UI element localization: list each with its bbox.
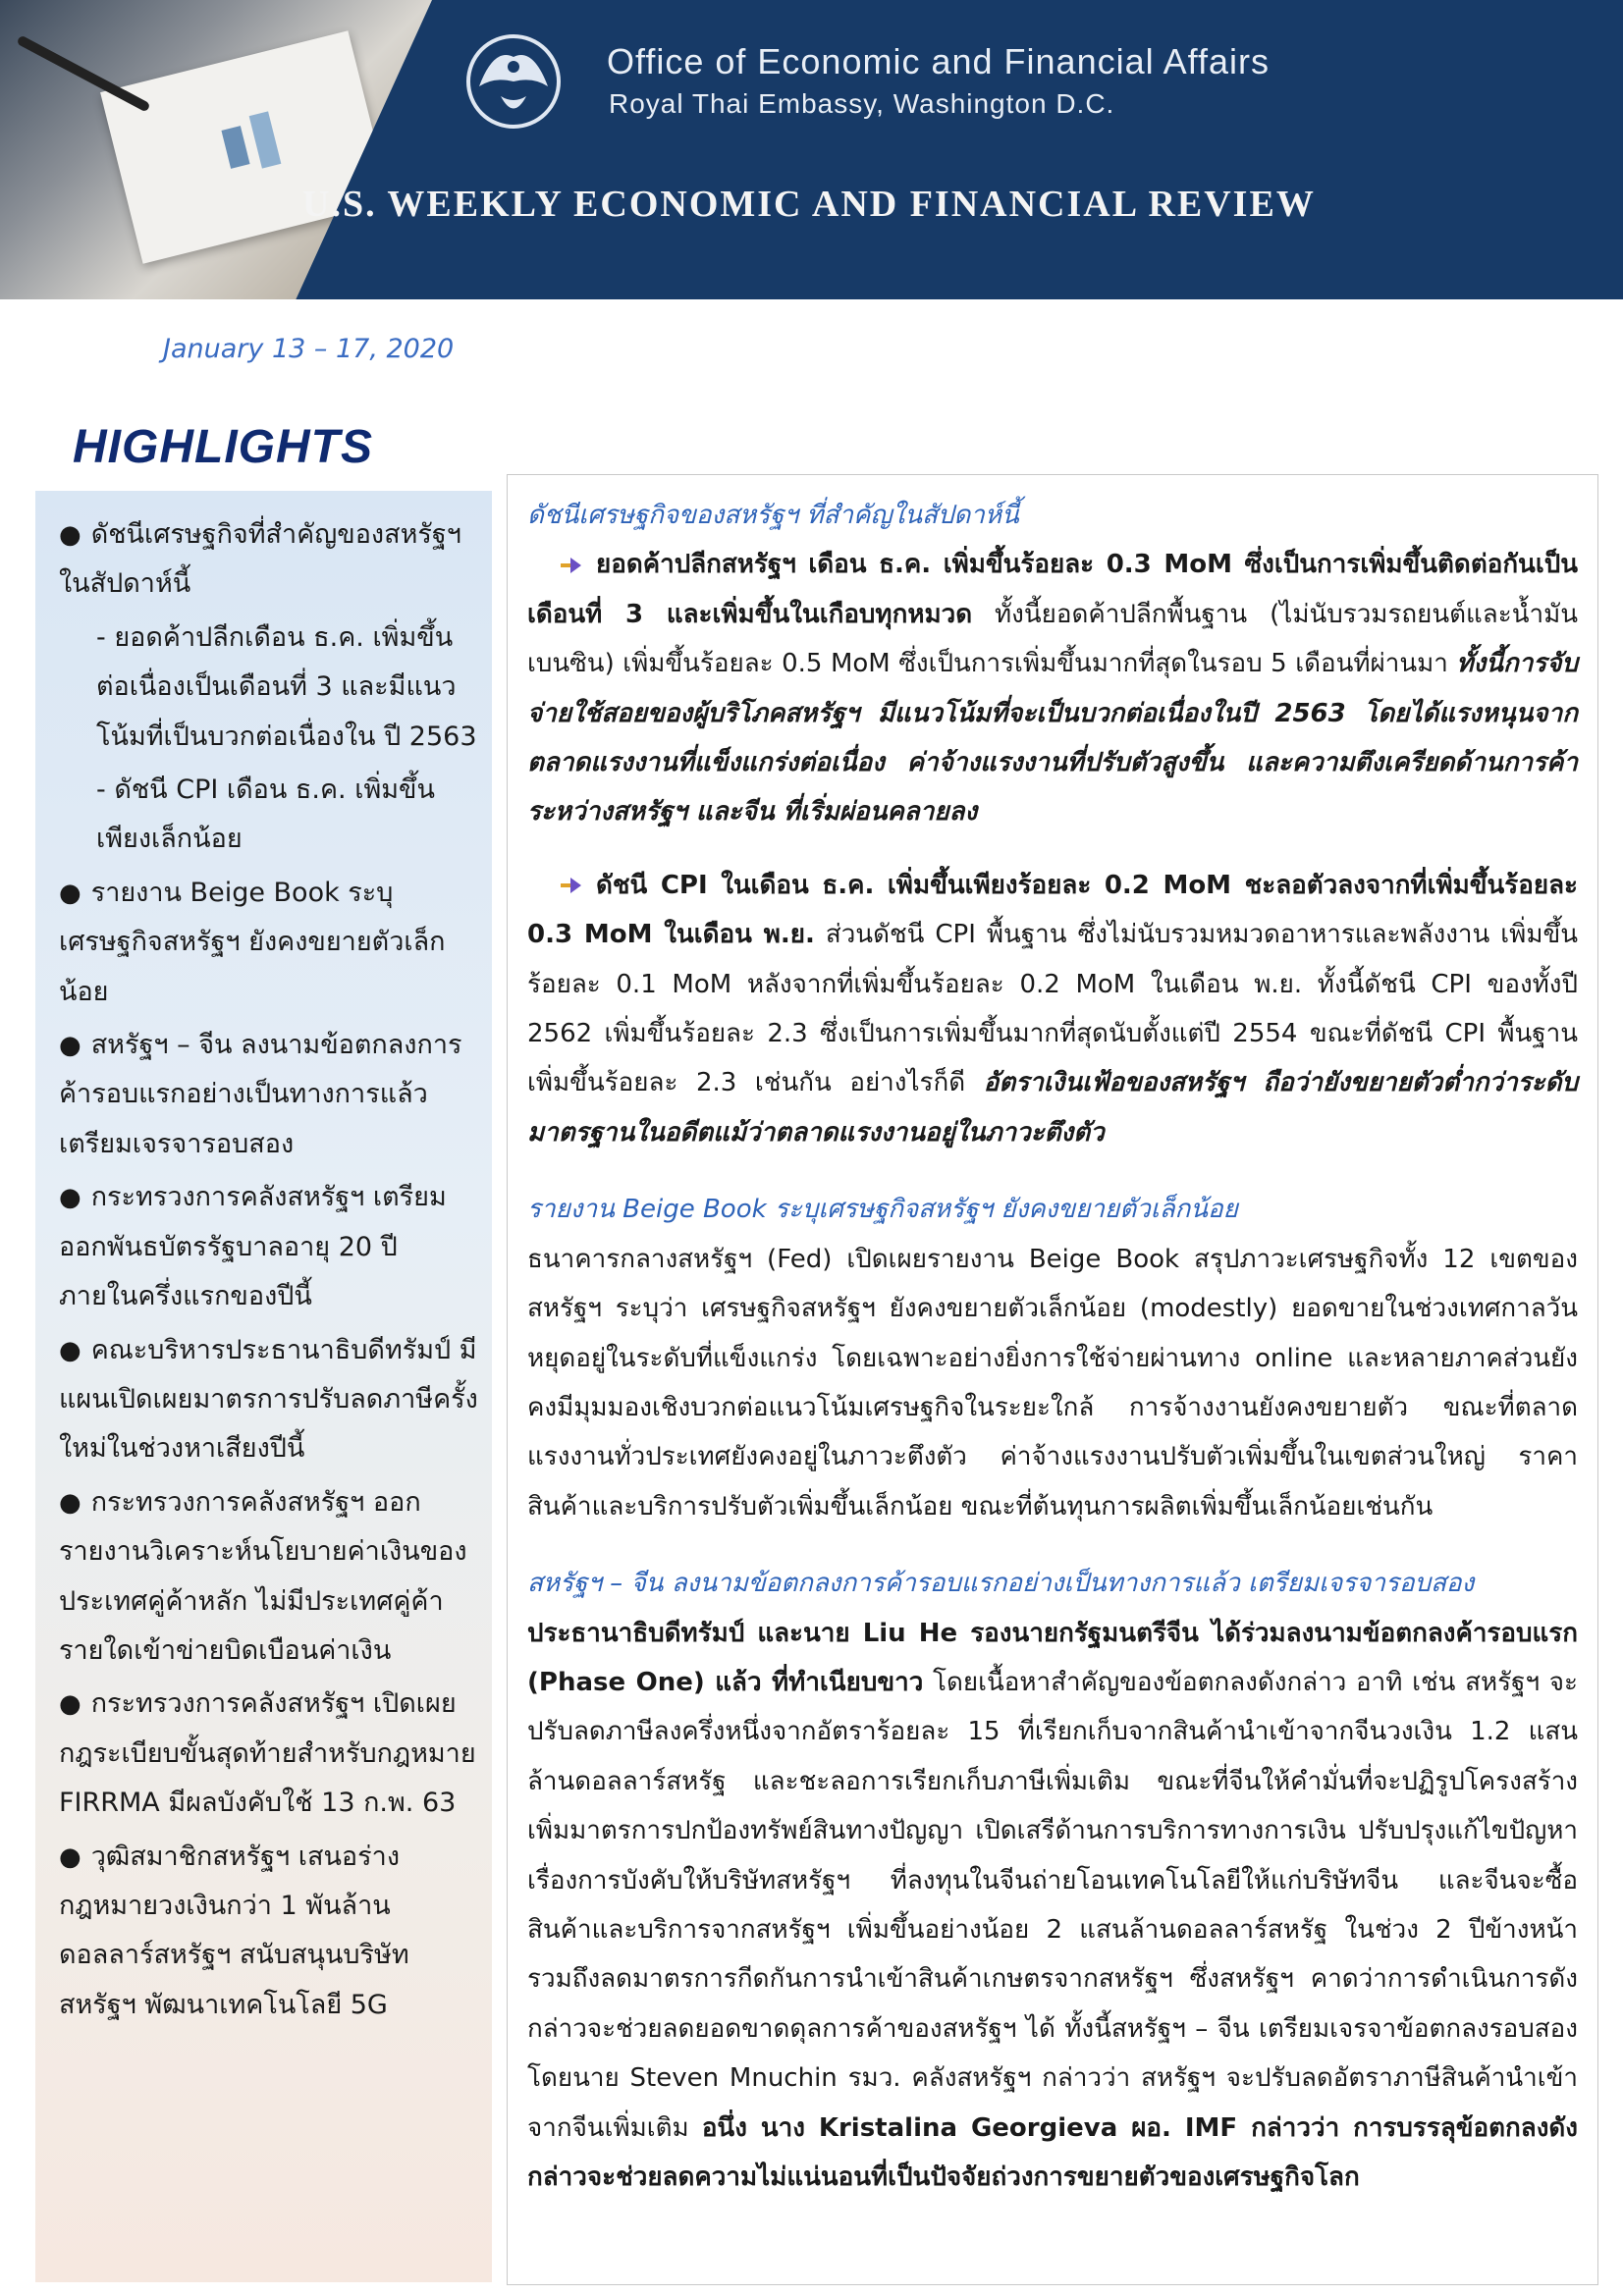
- section-title-beige: รายงาน Beige Book ระบุเศรษฐกิจสหรัฐฯ ยังคงขยายตัวเล็กน้อย: [527, 1195, 1238, 1225]
- garuda-seal-icon: [450, 27, 577, 135]
- review-title: U.S. WEEKLY ECONOMIC AND FINANCIAL REVIEW: [302, 184, 1316, 225]
- header-banner: [0, 0, 1623, 299]
- trade-paragraph: ประธานาธิบดีทรัมป์ และนาย Liu He รองนายกรัฐมนตรีจีน ได้ร่วมลงนามข้อตกลงค้ารอบแรก (Phase One) แล้ว ที่ทำเนียบขาว โดยเนื้อหาสำคัญของข้อตกลงดังกล่าว อาทิ เช่น สหรัฐฯ จะปรับลดภาษีลงครึ่งหนึ่งจากอัตราร้อยละ 15 ที่เรียกเก็บจากสินค้านำเข้าจากจีนวงเงิน 1.2 แสนล้านดอลลาร์สหรัฐ และชะลอการเรียกเก็บภาษีเพิ่มเติม ขณะที่จีนให้คำมั่นที่จะปฏิรูปโครงสร้าง เพิ่มมาตรการปกป้องทรัพย์สินทางปัญญา เปิดเสรีด้านการบริการทางการเงิน ปรับปรุงแก้ไขปัญหาเรื่องการบังคับให้บริษัทสหรัฐฯ ที่ลงทุนในจีนถ่ายโอนเทคโนโลยีให้แก่บริษัทจีน และจีนจะซื้อสินค้าและบริการจากสหรัฐฯ เพิ่มขึ้นอย่างน้อย 2 แสนล้านดอลลาร์สหรัฐ ในช่วง 2 ปีข้างหน้า รวมถึงลดมาตรการกีดกันการนำเข้าสินค้าเกษตรจากสหรัฐฯ ซึ่งสหรัฐฯ คาดว่าการดำเนินการดังกล่าวจะช่วยลดยอดขาดดุลการค้าของสหรัฐฯ ได้ ทั้งนี้สหรัฐฯ – จีน เตรียมเจรจาข้อตกลงรอบสอง โดยนาย Steven Mnuchin รมว. คลังสหรัฐฯ กล่าวว่า สหรัฐฯ จะปรับลดอัตราภาษีสินค้านำเข้าจากจีนเพิ่มเติม อนึ่ง นาง Kristalina Georgieva ผอ. IMF กล่าวว่า การบรรลุข้อตกลงดังกล่าวจะช่วยลดความไม่แน่นอนที่เป็นปัจจัยถ่วงการขยายตัวของเศรษฐกิจโลก: [527, 1618, 1578, 2192]
- list-subitem: - ยอดค้าปลีกเดือน ธ.ค. เพิ่มขึ้นต่อเนื่องเป็นเดือนที่ 3 และมีแนวโน้มที่เป็นบวกต่อเนื่องใน ปี 2563: [96, 621, 477, 752]
- highlights-title: HIGHLIGHTS: [73, 421, 373, 473]
- highlight-text: กระทรวงการคลังสหรัฐฯ เตรียมออกพันธบัตรรัฐบาลอายุ 20 ปี ภายในครึ่งแรกของปีนี้: [59, 1182, 447, 1312]
- list-item: [59, 1173, 481, 1321]
- list-item: [59, 1326, 481, 1474]
- highlight-text: กระทรวงการคลังสหรัฐฯ ออกรายงานวิเคราะห์นโยบายค่าเงินของประเทศคู่ค้าหลัก ไม่มีประเทศคู่ค้ารายใดเข้าข่ายบิดเบือนค่าเงิน: [59, 1486, 467, 1666]
- highlight-text: คณะบริหารประธานาธิบดีทรัมป์ มีแผนเปิดเผยมาตรการปรับลดภาษีครั้งใหม่ในช่วงหาเสียงปีนี้: [59, 1334, 478, 1465]
- bullet-icon: ●: [59, 520, 81, 550]
- highlights-list: [59, 510, 481, 2034]
- section-title-indicators: ดัชนีเศรษฐกิจของสหรัฐฯ ที่สำคัญในสัปดาห์นี้: [527, 501, 1019, 530]
- list-item: [59, 1478, 481, 1677]
- cpi-paragraph: ดัชนี CPI ในเดือน ธ.ค. เพิ่มขึ้นเพียงร้อยละ 0.2 MoM ชะลอตัวลงจากที่เพิ่มขึ้นร้อยละ 0.3 MoM ในเดือน พ.ย. ส่วนดัชนี CPI พื้นฐาน ซึ่งไม่นับรวมหมวดอาหารและพลังงาน เพิ่มขึ้นร้อยละ 0.1 MoM หลังจากที่เพิ่มขึ้นร้อยละ 0.2 MoM ในเดือน พ.ย. ทั้งนี้ดัชนี CPI ของทั้งปี 2562 เพิ่มขึ้นร้อยละ 2.3 ซึ่งเป็นการเพิ่มขึ้นมากที่สุดนับตั้งแต่ปี 2554 ขณะที่ดัชนี CPI พื้นฐานเพิ่มขึ้นร้อยละ 2.3 เช่นกัน อย่างไรก็ดี อัตราเงินเฟ้อของสหรัฐฯ ถือว่ายังขยายตัวต่ำกว่าระดับมาตรฐานในอดีตแม้ว่าตลาดแรงงานอยู่ในภาวะตึงตัว: [527, 870, 1578, 1148]
- org-subtitle: Royal Thai Embassy, Washington D.C.: [609, 88, 1115, 119]
- highlight-text: ดัชนีเศรษฐกิจที่สำคัญของสหรัฐฯ ในสัปดาห์นี้: [59, 519, 461, 600]
- bullet-icon: ●: [59, 1335, 81, 1365]
- highlight-text: กระทรวงการคลังสหรัฐฯ เปิดเผยกฎระเบียบขั้นสุดท้ายสำหรับกฎหมาย FIRRMA มีผลบังคับใช้ 13 ก.พ. 63: [59, 1688, 476, 1819]
- org-name: Office of Economic and Financial Affairs: [607, 41, 1270, 81]
- beige-paragraph: ธนาคารกลางสหรัฐฯ (Fed) เปิดเผยรายงาน Beige Book สรุปภาวะเศรษฐกิจทั้ง 12 เขตของสหรัฐฯ ระบุว่า เศรษฐกิจสหรัฐฯ ยังคงขยายตัวเล็กน้อย (modestly) ยอดขายในช่วงเทศกาลวันหยุดอยู่ในระดับที่แข็งแกร่ง โดยเฉพาะอย่างยิ่งการใช้จ่ายผ่านทาง online และหลายภาคส่วนยังคงมีมุมมองเชิงบวกต่อแนวโน้มเศรษฐกิจในระยะใกล้ การจ้างงานยังคงขยายตัว ขณะที่ตลาดแรงงานทั่วประเทศยังคงอยู่ในภาวะตึงตัว ค่าจ้างแรงงานปรับตัวเพิ่มขึ้นในเขตส่วนใหญ่ ราคาสินค้าและบริการปรับตัวเพิ่มขึ้นเล็กน้อย ขณะที่ต้นทุนการผลิตเพิ่มขึ้นเล็กน้อยเช่นกัน: [527, 1244, 1578, 1522]
- list-item: [59, 869, 481, 1017]
- list-item: [59, 1680, 481, 1828]
- date-range: January 13 – 17, 2020: [163, 334, 455, 364]
- list-item: [59, 1021, 481, 1169]
- highlight-text: รายงาน Beige Book ระบุเศรษฐกิจสหรัฐฯ ยังคงขยายตัวเล็กน้อย: [59, 877, 446, 1007]
- list-subitem: - ดัชนี CPI เดือน ธ.ค. เพิ่มขึ้นเพียงเล็กน้อย: [96, 774, 435, 855]
- highlight-text: วุฒิสมาชิกสหรัฐฯ เสนอร่างกฎหมายวงเงินกว่า 1 พันล้านดอลลาร์สหรัฐฯ สนับสนุนบริษัทสหรัฐฯ พัฒนาเทคโนโลยี 5G: [59, 1841, 409, 2020]
- bullet-icon: ●: [59, 1842, 81, 1872]
- bullet-icon: ●: [59, 1183, 81, 1213]
- bullet-icon: ●: [59, 1031, 81, 1061]
- list-item: [59, 510, 481, 610]
- list-item: [59, 1833, 481, 2031]
- main-content: [527, 491, 1578, 2202]
- arrow-right-icon: [561, 875, 582, 896]
- retail-paragraph: ยอดค้าปลีกสหรัฐฯ เดือน ธ.ค. เพิ่มขึ้นร้อยละ 0.3 MoM ซึ่งเป็นการเพิ่มขึ้นติดต่อกันเป็นเดือนที่ 3 และเพิ่มขึ้นในเกือบทุกหมวด ทั้งนี้ยอดค้าปลีกพื้นฐาน (ไม่นับรวมรถยนต์และน้ำมันเบนซิน) เพิ่มขึ้นร้อยละ 0.5 MoM ซึ่งเป็นการเพิ่มขึ้นมากที่สุดในรอบ 5 เดือนที่ผ่านมา ทั้งนี้การจับจ่ายใช้สอยของผู้บริโภคสหรัฐฯ มีแนวโน้มที่จะเป็นบวกต่อเนื่องในปี 2563 โดยได้แรงหนุนจากตลาดแรงงานที่แข็งแกร่งต่อเนื่อง ค่าจ้างแรงงานที่ปรับตัวสูงขึ้น และความตึงเครียดด้านการค้าระหว่างสหรัฐฯ และจีน ที่เริ่มผ่อนคลายลง: [527, 550, 1578, 828]
- bullet-icon: ●: [59, 878, 81, 908]
- bullet-icon: ●: [59, 1689, 81, 1720]
- highlight-text: สหรัฐฯ – จีน ลงนามข้อตกลงการค้ารอบแรกอย่างเป็นทางการแล้ว เตรียมเจรจารอบสอง: [59, 1030, 462, 1159]
- arrow-right-icon: [561, 555, 582, 576]
- bullet-icon: ●: [59, 1487, 81, 1518]
- section-title-trade: สหรัฐฯ – จีน ลงนามข้อตกลงการค้ารอบแรกอย่างเป็นทางการแล้ว เตรียมเจรจารอบสอง: [527, 1569, 1475, 1599]
- header-photo: [0, 0, 461, 299]
